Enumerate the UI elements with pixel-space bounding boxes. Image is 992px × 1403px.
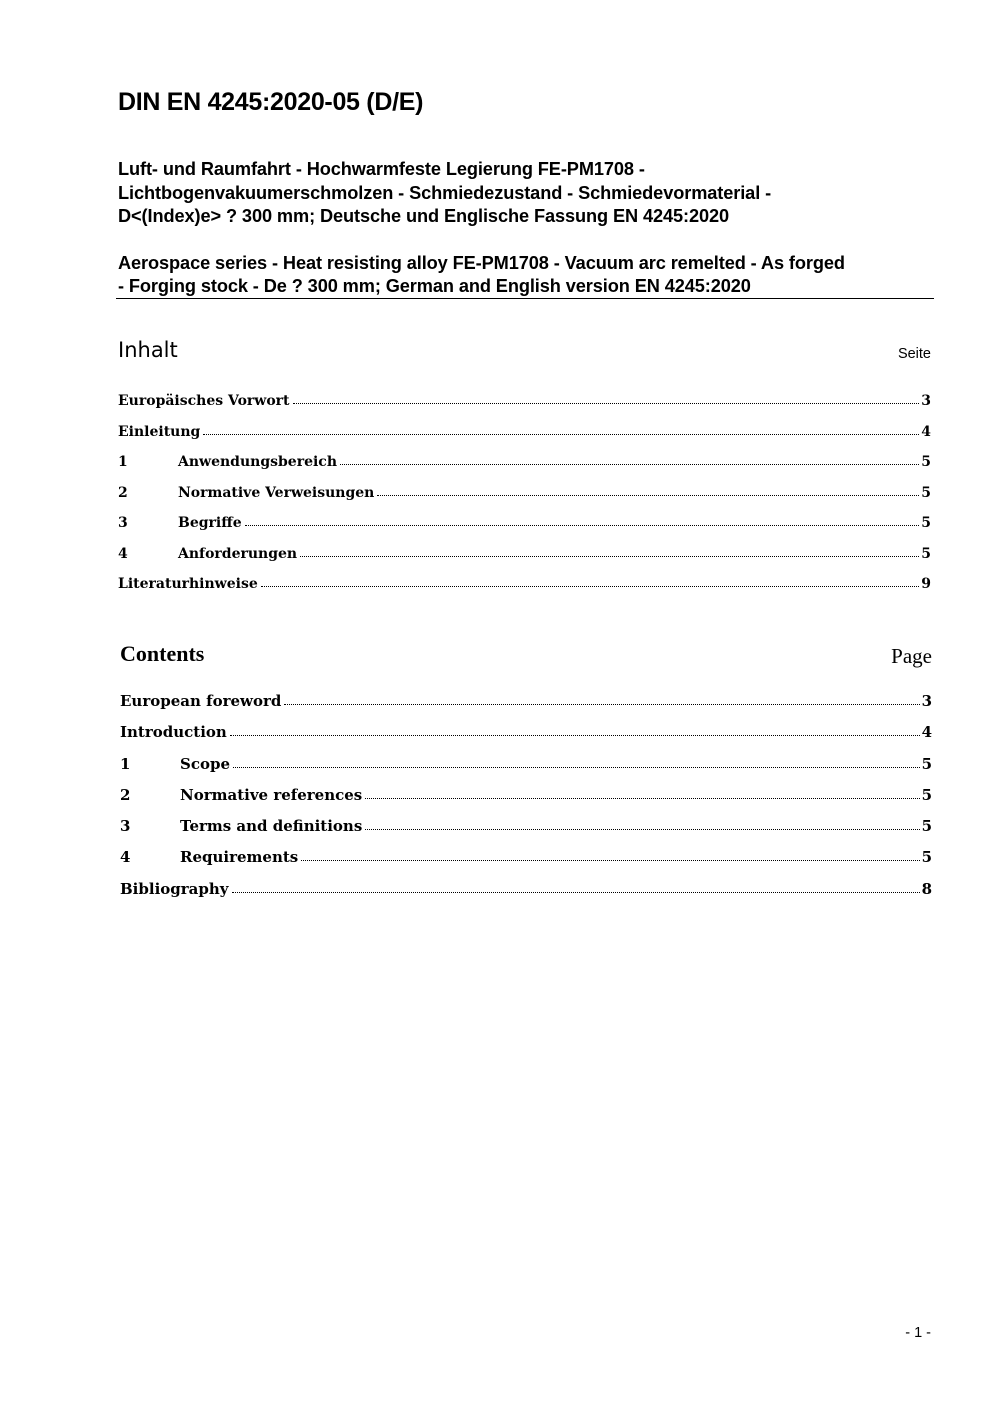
toc-entry-page: 8: [921, 879, 932, 898]
toc-entry-page: 5: [921, 484, 931, 501]
toc-dot-leader: [203, 434, 919, 435]
toc-dot-leader: [261, 586, 920, 587]
toc-entry-title: Normative references: [180, 785, 363, 804]
toc-entry-title: Normative Verweisungen: [178, 484, 375, 501]
toc-dot-leader: [301, 860, 919, 861]
toc-entry[interactable]: [118, 546, 931, 577]
toc-entry[interactable]: [120, 848, 932, 879]
toc-entry[interactable]: [118, 485, 931, 516]
document-id: DIN EN 4245:2020-05 (D/E): [118, 88, 424, 116]
toc-entry-number: 2: [120, 785, 131, 804]
toc-entry-title: Literaturhinweise: [118, 576, 258, 592]
toc-entry-page: 9: [921, 576, 931, 592]
toc-entry-page: 5: [921, 515, 931, 531]
toc-entry-title: Terms and definitions: [180, 817, 363, 836]
title-block: [118, 158, 933, 299]
toc-entry-page: 5: [921, 454, 931, 470]
toc-entry-number: 2: [118, 484, 128, 501]
toc-entry-page: 5: [921, 545, 931, 562]
toc-entry-page: 5: [921, 785, 932, 804]
toc-dot-leader: [365, 829, 919, 830]
toc-dot-leader: [245, 525, 920, 526]
toc-dot-leader: [300, 556, 919, 557]
toc-entry-number: 4: [118, 545, 128, 562]
toc-en-list: [120, 692, 932, 911]
toc-entry-page: 3: [921, 692, 932, 710]
toc-entry-title: Begriffe: [178, 515, 242, 531]
toc-entry[interactable]: [118, 424, 931, 455]
toc-entry-page: 5: [921, 754, 932, 773]
toc-entry-title: Einleitung: [118, 423, 201, 440]
toc-dot-leader: [365, 798, 919, 799]
toc-entry-title: Europäisches Vorwort: [118, 393, 290, 409]
toc-entry-title: Bibliography: [120, 879, 229, 898]
page-number: - 1 -: [905, 1325, 931, 1341]
toc-de-list: [118, 393, 931, 607]
title-english: Aerospace series - Heat resisting alloy FE-PM1708 - Vacuum arc remelted - As forged - Forging stock - De ? 300 mm; German and English version EN 4245:2020: [118, 252, 845, 296]
toc-en-page-label: Page: [891, 644, 932, 668]
toc-entry-number: 1: [118, 454, 128, 470]
toc-entry-title: European foreword: [120, 692, 282, 710]
toc-entry[interactable]: [118, 454, 931, 485]
toc-entry[interactable]: [120, 723, 932, 754]
toc-entry-number: 1: [120, 754, 131, 773]
toc-dot-leader: [284, 704, 919, 705]
toc-en-title: Contents: [120, 641, 205, 666]
toc-de-heading: [118, 338, 931, 366]
toc-dot-leader: [340, 464, 919, 465]
toc-entry[interactable]: [120, 692, 932, 723]
toc-entry-page: 4: [921, 723, 932, 742]
toc-entry[interactable]: [120, 880, 932, 911]
toc-entry-title: Anwendungsbereich: [178, 454, 337, 470]
toc-de-page-label: Seite: [897, 346, 931, 362]
toc-entry[interactable]: [120, 786, 932, 817]
toc-entry-number: 3: [118, 515, 128, 531]
toc-dot-leader: [233, 767, 920, 768]
toc-entry[interactable]: [120, 755, 932, 786]
toc-entry[interactable]: [118, 515, 931, 546]
toc-entry[interactable]: [120, 817, 932, 848]
toc-entry-number: 4: [120, 848, 131, 867]
toc-entry-number: 3: [120, 817, 131, 836]
toc-entry-page: 5: [921, 817, 932, 836]
toc-entry[interactable]: [118, 576, 931, 607]
toc-entry-page: 3: [921, 393, 931, 409]
toc-dot-leader: [293, 403, 920, 404]
toc-de-title: Inhalt: [118, 338, 178, 362]
toc-entry-title: Scope: [180, 754, 231, 773]
toc-dot-leader: [230, 735, 920, 736]
toc-entry-title: Anforderungen: [178, 545, 298, 562]
toc-entry-page: 5: [921, 848, 932, 867]
toc-entry-title: Requirements: [180, 848, 299, 867]
toc-dot-leader: [377, 495, 919, 496]
toc-entry[interactable]: [118, 393, 931, 424]
toc-dot-leader: [232, 892, 920, 893]
toc-entry-title: Introduction: [120, 723, 227, 742]
toc-en-heading: [120, 641, 932, 669]
toc-entry-page: 4: [921, 423, 931, 440]
title-german: Luft- und Raumfahrt - Hochwarmfeste Legierung FE-PM1708 - Lichtbogenvakuumerschmolzen - Schmiedezustand - Schmiedevormaterial - D<(Index)e> ? 300 mm; Deutsche und Englische Fassung EN 4245:2020: [118, 159, 772, 226]
title-divider: [116, 298, 934, 299]
